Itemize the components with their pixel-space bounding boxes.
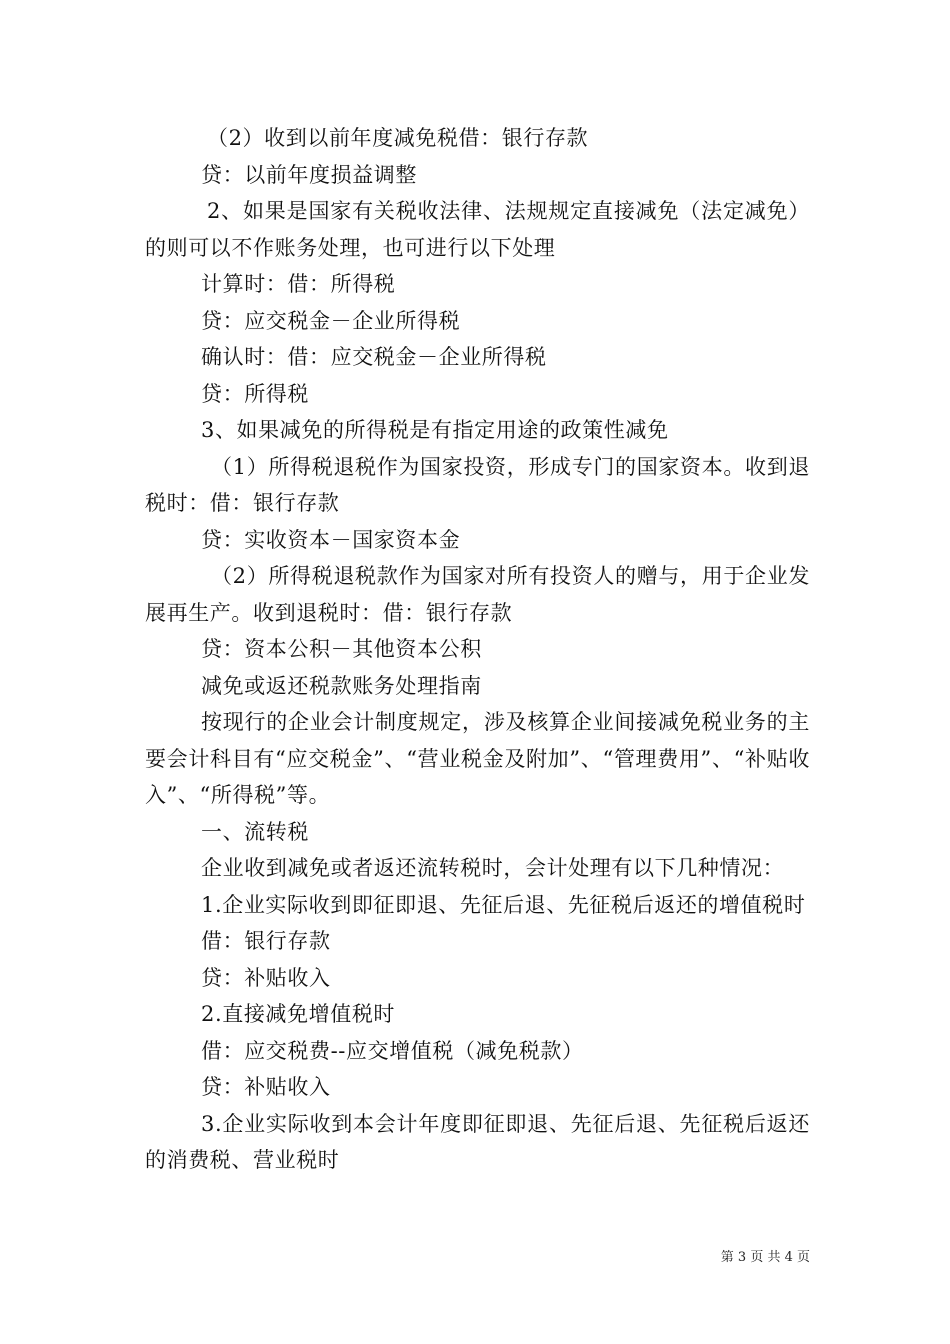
paragraph-9: （1）所得税退税作为国家投资，形成专门的国家资本。收到退税时：借：银行存款	[145, 454, 810, 515]
paragraph-7: 贷：所得税	[201, 381, 309, 406]
paragraph-8: 3、如果减免的所得税是有指定用途的政策性减免	[201, 418, 669, 442]
paragraph-3: 2、如果是国家有关税收法律、法规规定直接减免（法定减免）的则可以不作账务处理，也可进行以下处理	[145, 199, 810, 260]
paragraph-1: （2）收到以前年度减免税借：银行存款	[207, 126, 589, 150]
paragraph-22: 贷：补贴收入	[201, 1075, 331, 1099]
paragraph-23: 3.企业实际收到本会计年度即征即退、先征后退、先征税后返还的消费税、营业税时	[145, 1111, 810, 1172]
paragraph-15: 一、流转税	[201, 819, 309, 844]
paragraph-11: （2）所得税退税款作为国家对所有投资人的赠与，用于企业发展再生产。收到退税时：借：银行存款	[145, 564, 810, 625]
document-body	[145, 120, 810, 1179]
paragraph-10: 贷：实收资本－国家资本金	[201, 527, 461, 552]
paragraph-20: 2.直接减免增值税时	[201, 1002, 396, 1026]
paragraph-14: 按现行的企业会计制度规定，涉及核算企业间接减免税业务的主要会计科目有“应交税金”、“营业税金及附加”、“管理费用”、“补贴收入”、“所得税”等。	[145, 710, 810, 807]
paragraph-5: 贷：应交税金－企业所得税	[201, 308, 461, 333]
paragraph-19: 贷：补贴收入	[201, 965, 331, 990]
paragraph-6: 确认时：借：应交税金－企业所得税	[201, 345, 547, 369]
paragraph-17: 1.企业实际收到即征即退、先征后退、先征税后返还的增值税时	[201, 892, 806, 917]
paragraph-18: 借：银行存款	[201, 929, 331, 953]
paragraph-12: 贷：资本公积－其他资本公积	[201, 637, 482, 661]
paragraph-21: 借：应交税费--应交增值税（减免税款）	[201, 1038, 584, 1063]
page-number-footer: 第 3 页 共 4 页	[720, 1250, 810, 1265]
paragraph-16: 企业收到减免或者返还流转税时，会计处理有以下几种情况：	[201, 856, 785, 880]
paragraph-4: 计算时：借：所得税	[201, 272, 396, 296]
paragraph-2: 贷：以前年度损益调整	[201, 162, 417, 187]
paragraph-13: 减免或返还税款账务处理指南	[201, 673, 482, 698]
